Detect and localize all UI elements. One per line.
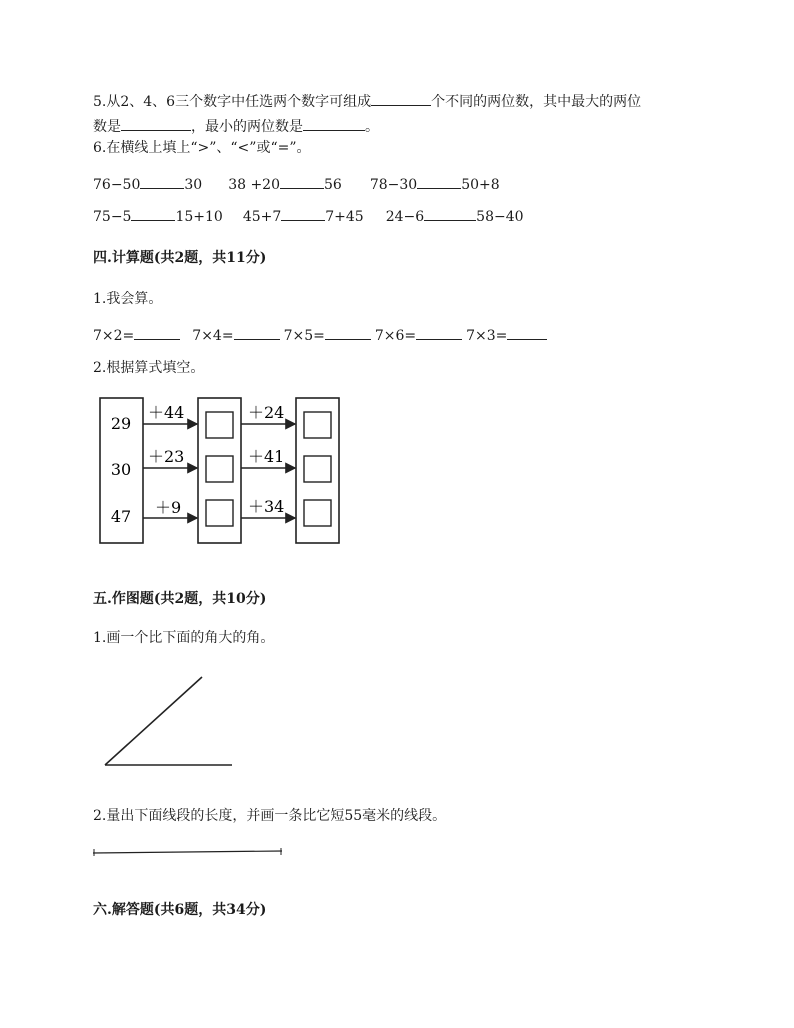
s5-q2-text: 2.量出下面线段的长度，并画一条比它短55毫米的线段。 — [93, 808, 447, 824]
section-5-heading: 五.作图题(共2题，共10分) — [93, 591, 267, 607]
op1-label-1: ＋44 — [148, 403, 185, 422]
op2-label-1: ＋24 — [248, 403, 285, 422]
answer-box[interactable] — [206, 456, 233, 482]
q5-text-d: ，最小的两位数是 — [191, 119, 303, 135]
q6-row1-item3: 78−30 50+8 — [369, 177, 500, 193]
angle-slanted-ray — [105, 677, 202, 765]
q6-instruction: 6.在横线上填上“>”、“<”或“=”。 — [93, 140, 311, 156]
answer-box[interactable] — [304, 412, 331, 438]
answer-box[interactable] — [206, 412, 233, 438]
answer-box[interactable] — [304, 500, 331, 526]
section-4-heading: 四.计算题(共2题，共11分) — [93, 250, 267, 266]
answer-box[interactable] — [206, 500, 233, 526]
start-number-3: 47 — [110, 507, 132, 526]
section-6-heading: 六.解答题(共6题，共34分) — [93, 902, 267, 918]
q5-text-a: 5.从2、4、6三个数字中任选两个数字可组成 — [93, 94, 372, 110]
op1-label-2: ＋23 — [148, 447, 185, 466]
end-column-box — [296, 398, 339, 543]
q5-text-c: 数是 — [93, 119, 121, 135]
q6-row2-item1: 75−5 15+10 — [93, 209, 223, 225]
measure-segment — [93, 851, 282, 853]
s4-q2-text: 2.根据算式填空。 — [93, 360, 205, 376]
q6-row1-item2: 38 +20 56 — [228, 177, 342, 193]
q6-row2-item2: 45+7 7+45 — [242, 209, 364, 225]
start-number-1: 29 — [110, 414, 132, 433]
op1-label-3: ＋9 — [155, 498, 182, 517]
calc-item: 7×3= — [466, 326, 547, 345]
calc-item: 7×6= — [375, 326, 462, 345]
answer-box[interactable] — [304, 456, 331, 482]
op2-label-3: ＋34 — [248, 497, 285, 516]
s4-q1-text: 1.我会算。 — [93, 291, 163, 307]
q6-row1-item1: 76−50 30 — [93, 177, 203, 193]
middle-column-box — [198, 398, 241, 543]
calc-item: 7×5= — [284, 326, 371, 345]
op2-label-2: ＋41 — [248, 447, 285, 466]
q5-text-e: 。 — [365, 119, 379, 135]
q5-text-b: 个不同的两位数，其中最大的两位 — [431, 94, 642, 110]
calc-item: 7×4= — [192, 326, 279, 345]
q6-row2-item3: 24−6 58−40 — [385, 209, 524, 225]
calc-item: 7×2= — [93, 326, 180, 345]
s5-q1-text: 1.画一个比下面的角大的角。 — [93, 630, 275, 646]
start-number-2: 30 — [110, 460, 132, 479]
